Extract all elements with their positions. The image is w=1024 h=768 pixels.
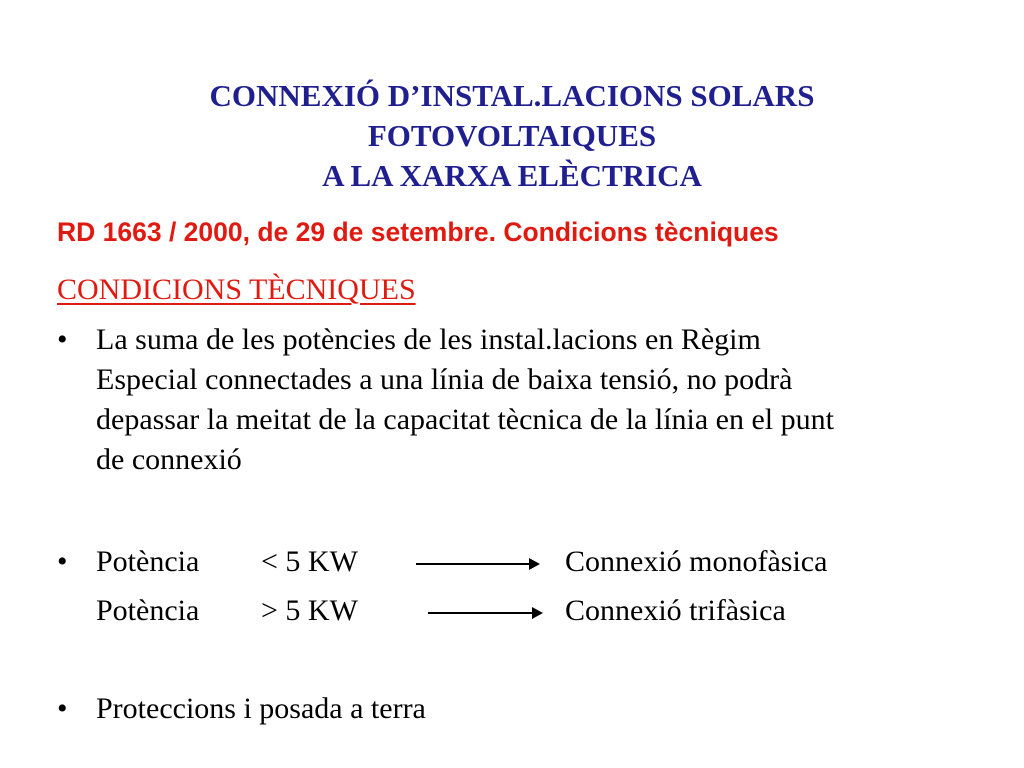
arrow-right-icon [428, 612, 541, 614]
bullet-2-marker: • [57, 545, 68, 578]
power-row-2-label: Potència [96, 594, 200, 627]
power-row-1-label: Potència [96, 545, 200, 578]
capacity-paragraph-line-4: de connexió [96, 443, 242, 476]
power-row-2-result: Connexió trifàsica [565, 594, 786, 627]
power-row-2-condition: > 5 KW [261, 594, 358, 627]
slide-title-line-3: A LA XARXA ELÈCTRICA [322, 158, 702, 193]
protections-item: Proteccions i posada a terra [96, 692, 426, 725]
power-row-1-condition: < 5 KW [261, 545, 358, 578]
slide-title [0, 76, 1024, 196]
slide-title-line-1: CONNEXIÓ D’INSTAL.LACIONS SOLARS [209, 78, 815, 113]
power-row-1-result: Connexió monofàsica [565, 545, 828, 578]
capacity-paragraph-line-3: depassar la meitat de la capacitat tècnica de la línia en el punt [96, 403, 834, 436]
bullet-3-marker: • [57, 692, 68, 725]
capacity-paragraph [96, 320, 834, 480]
capacity-paragraph-line-2: Especial connectades a una línia de baixa tensió, no podrà [96, 363, 793, 396]
slide-title-line-2: FOTOVOLTAIQUES [367, 118, 657, 153]
bullet-1-marker: • [57, 323, 68, 356]
arrow-right-icon [416, 563, 538, 565]
section-heading: CONDICIONS TÈCNIQUES [57, 273, 416, 306]
regulation-subtitle: RD 1663 / 2000, de 29 de setembre. Condicions tècniques [57, 217, 779, 247]
capacity-paragraph-line-1: La suma de les potències de les instal.lacions en Règim [96, 323, 761, 356]
